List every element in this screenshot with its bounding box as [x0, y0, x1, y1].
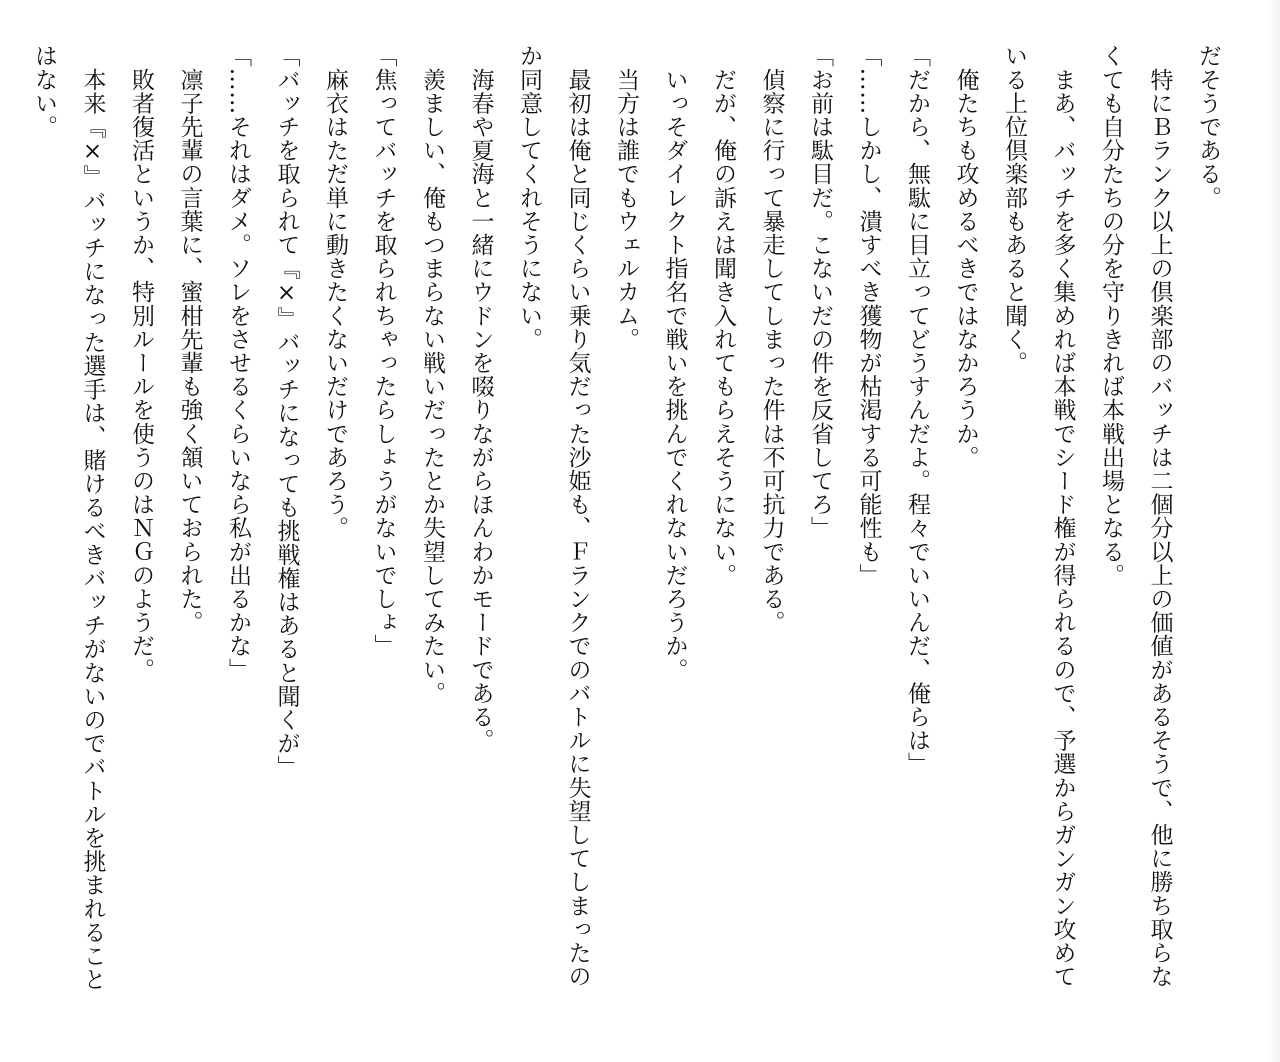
- text-line: 「……しかし、潰すべき獲物が枯渇する可能性も」: [855, 44, 882, 587]
- text-line: 偵察に行って暴走してしまった件は不可抗力である。: [758, 44, 785, 634]
- text-line: 「だから、無駄に目立ってどうすんだよ。程々でいいんだ、俺らは」: [904, 44, 930, 776]
- vertical-text-body: [31, 44, 1232, 1044]
- text-line: はない。: [31, 44, 57, 139]
- page-edge-shadow: [1266, 0, 1280, 1062]
- text-line: だが、俺の訴えは聞き入れてもらえそうにない。: [710, 44, 736, 587]
- text-line: 特にＢランク以上の倶楽部のバッチは二個分以上の価値があるそうで、他に勝ち取らな: [1146, 44, 1173, 988]
- text-line: いっそダイレクト指名で戦いを挑んでくれないだろうか。: [661, 44, 688, 682]
- text-line: 「……それはダメ。ソレをさせるくらいなら私が出るかな」: [225, 44, 251, 682]
- text-line: いる上位倶楽部もあると聞く。: [1001, 44, 1027, 375]
- text-line: 羨ましい、俺もつまらない戦いだったとか失望してみたい。: [419, 44, 445, 705]
- text-line: 「バッチを取られて『×』バッチになっても挑戦権はあると聞くが」: [273, 44, 300, 779]
- text-line: 「焦ってバッチを取られちゃったらしょうがないでしょ」: [370, 44, 397, 658]
- text-line: 凛子先輩の言葉に、蜜柑先輩も強く頷いておられた。: [176, 44, 203, 634]
- text-line: 「お前は駄目だ。こないだの件を反省してろ」: [807, 44, 833, 540]
- text-line: まあ、バッチを多く集めれば本戦でシード権が得られるので、予選からガンガン攻めて: [1049, 44, 1076, 988]
- text-line: 本来『×』バッチになった選手は、賭けるべきバッチがないのでバトルを挑まれること: [79, 44, 106, 991]
- text-line: 俺たちも攻めるべきではなかろうか。: [952, 44, 979, 469]
- text-line: 最初は俺と同じくらい乗り気だった沙姫も、Ｆランクでのバトルに失望してしまったの: [564, 44, 591, 988]
- text-line: 当方は誰でもウェルカム。: [613, 44, 639, 351]
- text-line: 麻衣はただ単に動きたくないだけであろう。: [322, 44, 348, 540]
- text-line: か同意してくれそうにない。: [516, 44, 542, 351]
- text-line: だそうである。: [1195, 44, 1221, 210]
- text-line: くても自分たちの分を守りきれば本戦出場となる。: [1098, 44, 1124, 587]
- text-line: 海春や夏海と一緒にウドンを啜りながらほんわかモードである。: [467, 44, 494, 752]
- text-line: 敗者復活というか、特別ルールを使うのはＮＧのようだ。: [128, 44, 154, 682]
